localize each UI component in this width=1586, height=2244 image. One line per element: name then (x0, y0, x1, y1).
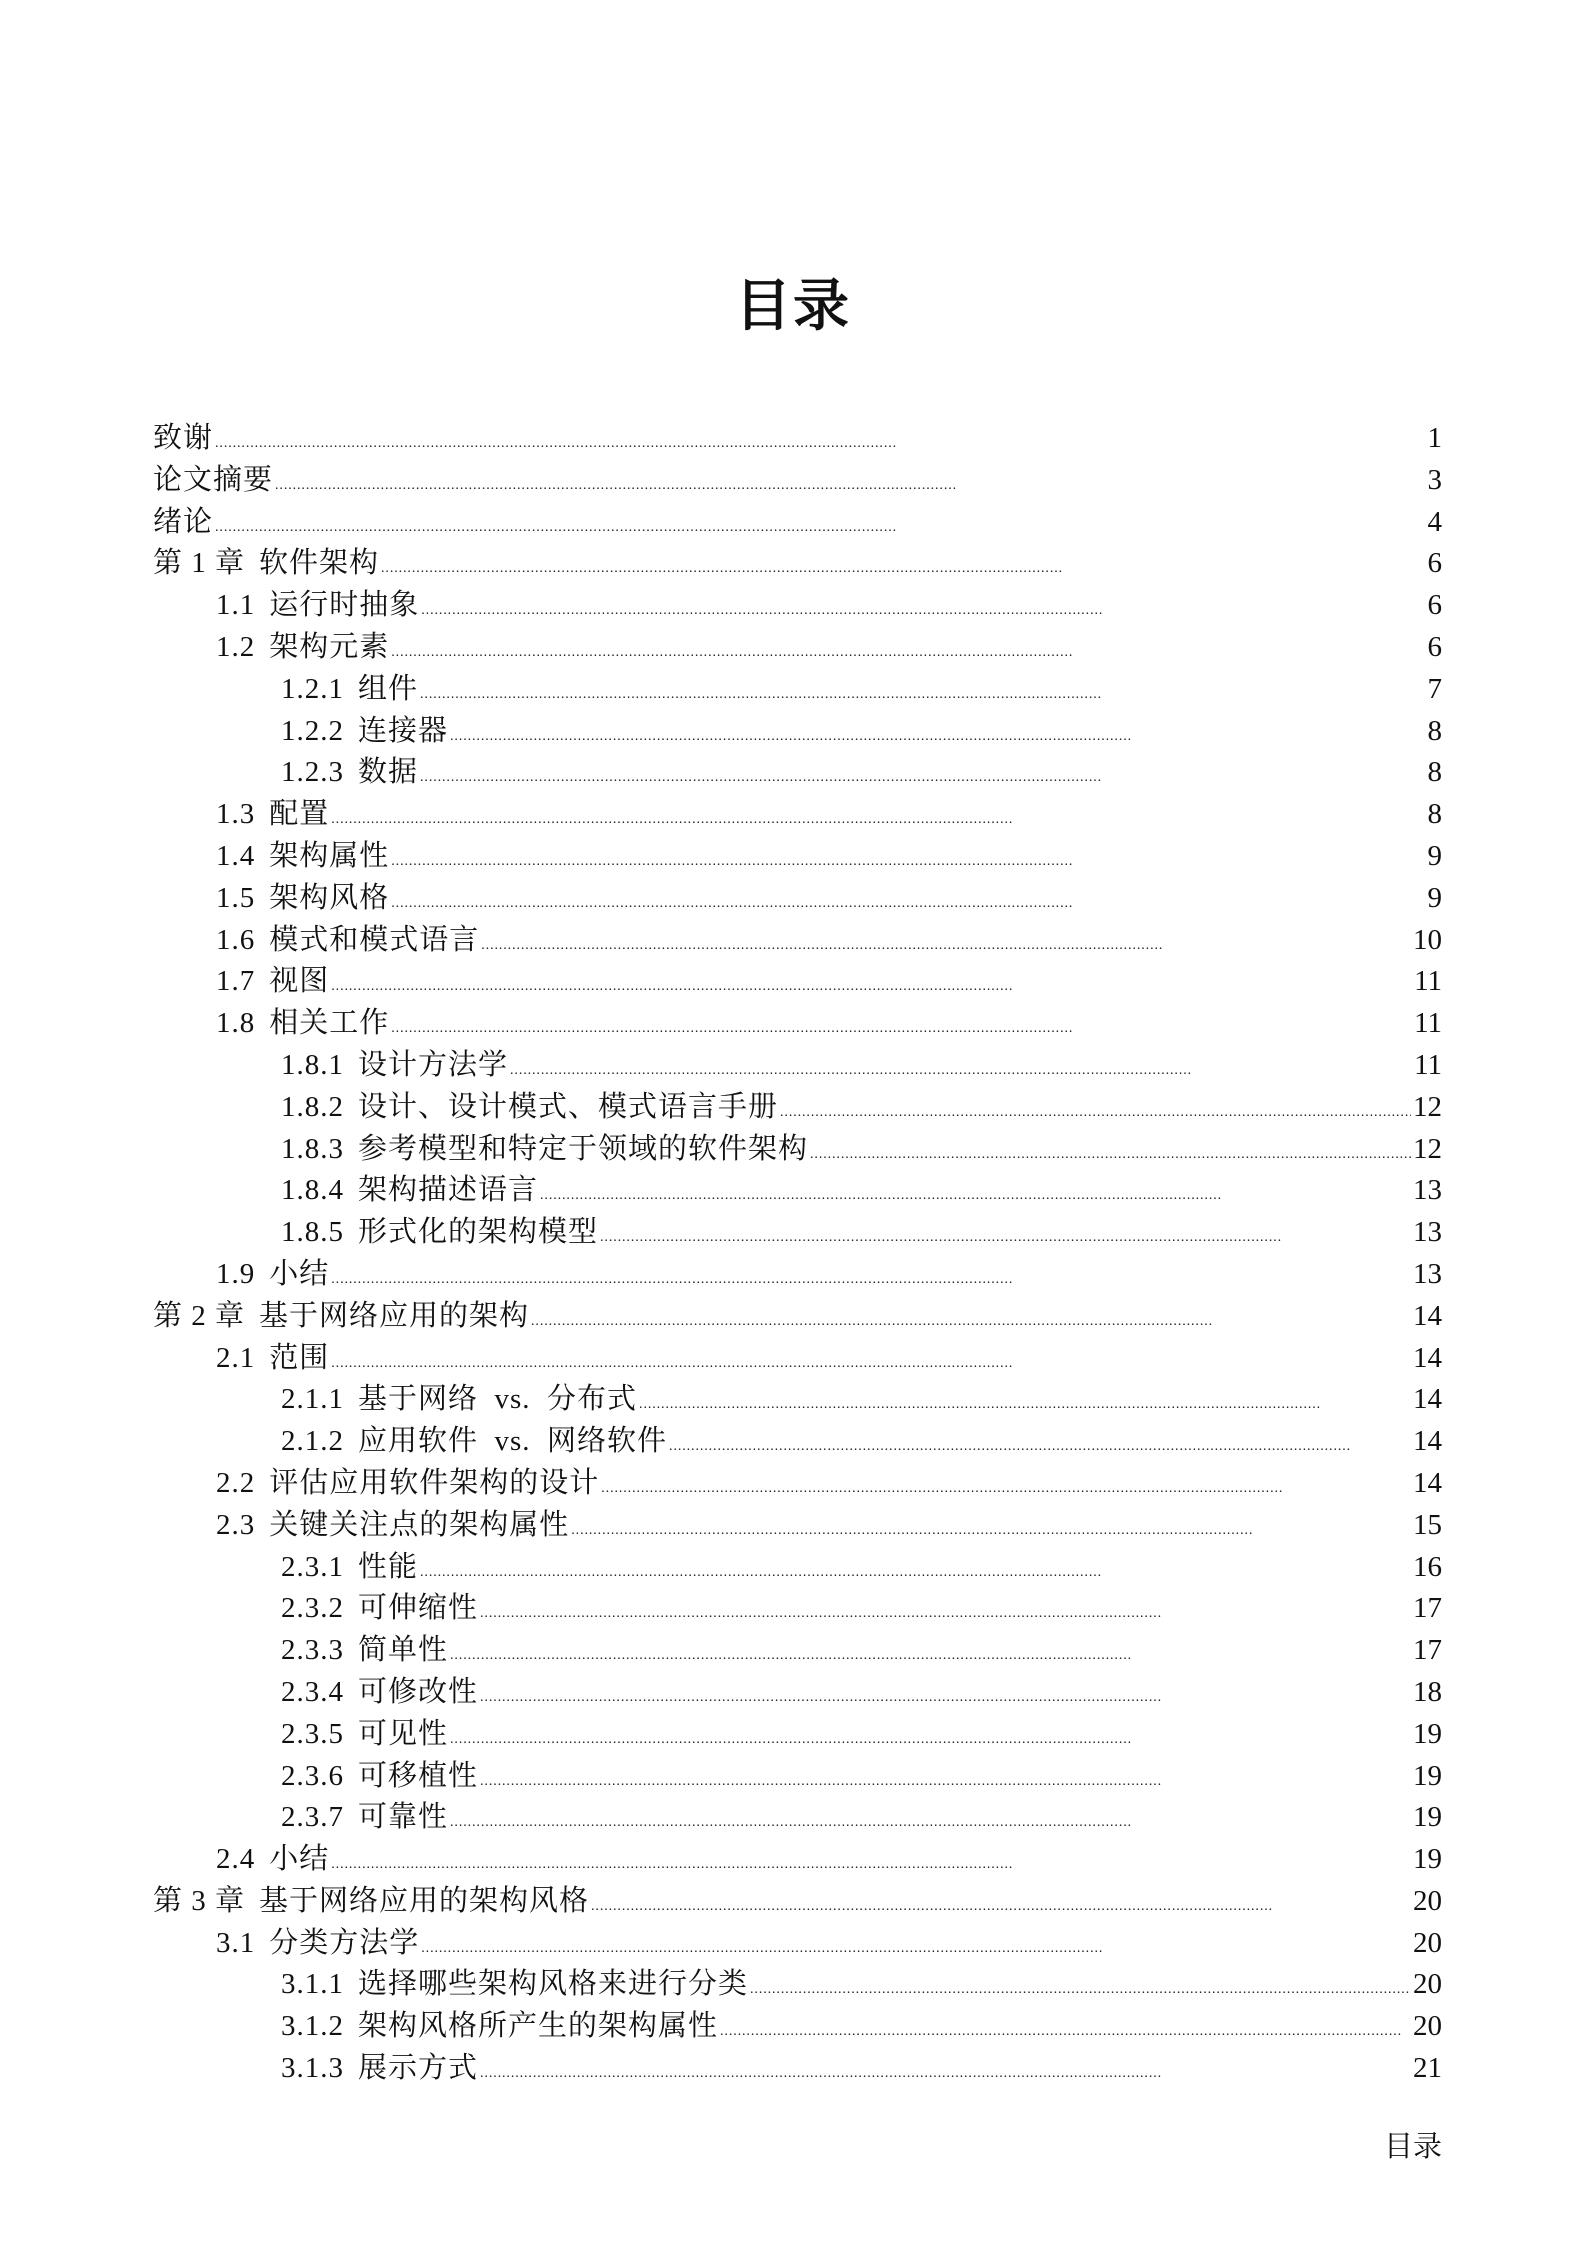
toc-entry[interactable] (153, 961, 1442, 1003)
toc-entry[interactable] (153, 1045, 1442, 1087)
toc-entry-label: 架构风格所产生的架构属性 (358, 2010, 719, 2043)
toc-entry-number: 1.8.5 (281, 1216, 344, 1249)
toc-entry-page: 14 (1413, 1341, 1442, 1374)
dot-leader (780, 1087, 1411, 1134)
toc-entry-label: 分类方法学 (269, 1926, 420, 1959)
toc-entry-number: 1.3 (216, 798, 256, 831)
toc-entry-number: 1.4 (216, 839, 256, 872)
toc-entry-page: 4 (1427, 505, 1442, 538)
toc-entry-page: 20 (1413, 1926, 1442, 1959)
toc-entry-page: 13 (1413, 1257, 1442, 1290)
toc-entry-number: 2.3.7 (281, 1801, 344, 1834)
dot-leader (275, 460, 1425, 507)
dot-leader (420, 669, 1425, 716)
toc-entry-number: 1.8.1 (281, 1048, 344, 1081)
dot-leader (450, 711, 1425, 758)
toc-entry-page: 10 (1413, 923, 1442, 956)
toc-entry[interactable] (153, 543, 1442, 585)
toc-entry-number: 1.2.3 (281, 756, 344, 789)
toc-entry-page: 9 (1427, 839, 1442, 872)
dot-leader (450, 1797, 1411, 1844)
toc-entry-label: 小结 (269, 1257, 330, 1290)
toc-entry-label: 配置 (269, 798, 330, 831)
toc-entry-number: 第 3 章 (153, 1884, 246, 1917)
toc-entry[interactable] (153, 627, 1442, 669)
toc-entry-number: 2.3.2 (281, 1592, 344, 1625)
toc-entry-number: 2.3.4 (281, 1675, 344, 1708)
dot-leader (540, 1170, 1411, 1217)
dot-leader (480, 1672, 1411, 1719)
toc-entry-number: 3.1.3 (281, 2052, 344, 2085)
toc-entry-number: 1.2.1 (281, 672, 344, 705)
toc-entry-label: 架构描述语言 (358, 1174, 539, 1207)
toc-entry-number: 2.2 (216, 1466, 256, 1499)
toc-entry-number: 2.1.2 (281, 1425, 344, 1458)
toc-entry-page: 15 (1413, 1508, 1442, 1541)
toc-entry[interactable] (153, 1672, 1442, 1714)
toc-entry-number: 2.3.6 (281, 1759, 344, 1792)
toc-entry-label: 可见性 (358, 1717, 449, 1750)
toc-entry[interactable] (153, 1087, 1442, 1129)
toc-entry-page: 19 (1413, 1717, 1442, 1750)
toc-entry-page: 17 (1413, 1634, 1442, 1667)
toc-entry[interactable] (153, 2048, 1442, 2090)
dot-leader (571, 1505, 1411, 1552)
toc-entry-label: 关键关注点的架构属性 (269, 1508, 570, 1541)
toc-entry[interactable] (153, 1379, 1442, 1421)
dot-leader (480, 1588, 1411, 1635)
toc-entry-label: 数据 (358, 756, 419, 789)
toc-entry-label: 范围 (269, 1341, 330, 1374)
toc-entry-number: 2.1.1 (281, 1383, 344, 1416)
toc-entry-label: 架构元素 (269, 630, 390, 663)
toc-entry-page: 19 (1413, 1843, 1442, 1876)
toc-entry-number: 1.8 (216, 1007, 256, 1040)
toc-entry-label: 架构属性 (269, 839, 390, 872)
dot-leader (600, 1212, 1411, 1259)
toc-entry-label: 设计方法学 (358, 1048, 509, 1081)
toc-entry-page: 19 (1413, 1801, 1442, 1834)
toc-entry-page: 14 (1413, 1425, 1442, 1458)
toc-entry-number: 1.8.3 (281, 1132, 344, 1165)
dot-leader (421, 1923, 1411, 1970)
toc-entry-label: 可伸缩性 (358, 1592, 479, 1625)
dot-leader (215, 418, 1425, 465)
toc-entry-label: 参考模型和特定于领域的软件架构 (358, 1132, 809, 1165)
toc-entry-number: 3.1.1 (281, 1968, 344, 2001)
toc-entry-label: 可靠性 (358, 1801, 449, 1834)
dot-leader (480, 1756, 1411, 1803)
dot-leader (591, 1881, 1411, 1928)
toc-entry-page: 1 (1427, 422, 1442, 454)
toc-entry-number: 1.6 (216, 923, 256, 956)
toc-entry-label: 基于网络 vs. 分布式 (358, 1383, 638, 1416)
dot-leader (669, 1421, 1411, 1468)
toc-entry[interactable] (153, 1421, 1442, 1463)
dot-leader (450, 1630, 1411, 1677)
dot-leader (750, 1964, 1411, 2011)
toc-entry[interactable] (153, 920, 1442, 962)
toc-entry-number: 1.8.2 (281, 1090, 344, 1123)
toc-entry[interactable] (153, 836, 1442, 878)
toc-entry[interactable] (153, 669, 1442, 711)
toc-entry-label: 绪论 (153, 505, 214, 538)
toc-entry-page: 20 (1413, 1968, 1442, 2001)
toc-entry-number: 2.3.3 (281, 1634, 344, 1667)
toc-entry-label: 评估应用软件架构的设计 (269, 1466, 600, 1499)
toc-entry-label: 简单性 (358, 1634, 449, 1667)
toc-entry-page: 11 (1414, 1048, 1442, 1081)
dot-leader (331, 1839, 1411, 1886)
toc-entry[interactable] (153, 752, 1442, 794)
dot-leader (810, 1129, 1411, 1176)
dot-leader (391, 836, 1425, 883)
toc-entry[interactable] (153, 460, 1442, 502)
toc-entry[interactable] (153, 1756, 1442, 1798)
toc-entry-page: 11 (1414, 965, 1442, 998)
toc-entry-page: 7 (1427, 672, 1442, 705)
toc-entry-label: 可修改性 (358, 1675, 479, 1708)
toc-entry-number: 3.1 (216, 1926, 256, 1959)
toc-entry[interactable] (153, 1296, 1442, 1338)
toc-entry[interactable] (153, 1923, 1442, 1965)
toc-entry-number: 2.3.5 (281, 1717, 344, 1750)
toc-entry-label: 致谢 (153, 422, 214, 454)
toc-entry[interactable] (153, 585, 1442, 627)
dot-leader (510, 1045, 1412, 1092)
toc-entry[interactable] (153, 418, 1442, 460)
table-of-contents (153, 418, 1442, 2090)
toc-entry-page: 17 (1413, 1592, 1442, 1625)
toc-entry-page: 13 (1413, 1174, 1442, 1207)
toc-entry-number: 1.2.2 (281, 714, 344, 747)
dot-leader (331, 794, 1425, 841)
toc-entry-label: 可移植性 (358, 1759, 479, 1792)
toc-entry[interactable] (153, 878, 1442, 920)
toc-entry-page: 18 (1413, 1675, 1442, 1708)
toc-entry-page: 16 (1413, 1550, 1442, 1583)
toc-entry-page: 6 (1427, 547, 1442, 580)
toc-entry-page: 20 (1413, 2010, 1442, 2043)
page-footer: 目录 (1383, 2131, 1442, 2163)
toc-entry-label: 基于网络应用的架构风格 (259, 1884, 590, 1917)
dot-leader (481, 920, 1411, 967)
toc-entry[interactable] (153, 1338, 1442, 1380)
dot-leader (450, 1714, 1411, 1761)
toc-entry-page: 14 (1413, 1466, 1442, 1499)
toc-entry[interactable] (153, 794, 1442, 836)
toc-entry[interactable] (153, 1964, 1442, 2006)
dot-leader (420, 1547, 1411, 1594)
toc-entry-label: 性能 (358, 1550, 419, 1583)
toc-entry[interactable] (153, 1129, 1442, 1171)
toc-entry-label: 视图 (269, 965, 330, 998)
dot-leader (331, 961, 1412, 1008)
dot-leader (391, 627, 1425, 674)
toc-entry[interactable] (153, 1797, 1442, 1839)
toc-entry[interactable] (153, 1212, 1442, 1254)
toc-entry-page: 20 (1413, 1884, 1442, 1917)
dot-leader (381, 543, 1425, 590)
toc-entry-page: 9 (1427, 881, 1442, 914)
dot-leader (480, 2048, 1411, 2095)
toc-entry-number: 1.5 (216, 881, 256, 914)
dot-leader (601, 1463, 1411, 1510)
toc-entry-number: 2.3.1 (281, 1550, 344, 1583)
page-title: 目录 (735, 276, 851, 338)
toc-entry[interactable] (153, 711, 1442, 753)
toc-entry-page: 12 (1413, 1132, 1442, 1165)
toc-entry[interactable] (153, 1254, 1442, 1296)
toc-entry-page: 6 (1427, 589, 1442, 622)
toc-entry-label: 形式化的架构模型 (358, 1216, 599, 1249)
toc-entry-page: 19 (1413, 1759, 1442, 1792)
toc-entry-label: 架构风格 (269, 881, 390, 914)
toc-entry-page: 11 (1414, 1007, 1442, 1040)
toc-entry[interactable] (153, 1839, 1442, 1881)
toc-entry-number: 1.2 (216, 630, 256, 663)
toc-entry-label: 展示方式 (358, 2052, 479, 2085)
dot-leader (391, 878, 1425, 925)
toc-entry-label: 选择哪些架构风格来进行分类 (358, 1968, 749, 2001)
toc-entry-page: 12 (1413, 1090, 1442, 1123)
toc-entry-number: 1.7 (216, 965, 256, 998)
toc-entry[interactable] (153, 1714, 1442, 1756)
toc-entry-label: 模式和模式语言 (269, 923, 480, 956)
toc-entry-number: 3.1.2 (281, 2010, 344, 2043)
toc-entry-number: 2.4 (216, 1843, 256, 1876)
toc-entry-page: 14 (1413, 1299, 1442, 1332)
toc-entry-number: 第 1 章 (153, 547, 246, 580)
toc-entry-label: 小结 (269, 1843, 330, 1876)
toc-entry-page: 6 (1427, 630, 1442, 663)
dot-leader (215, 502, 1425, 549)
toc-entry[interactable] (153, 1630, 1442, 1672)
dot-leader (639, 1379, 1411, 1426)
toc-entry-page: 3 (1427, 463, 1442, 496)
toc-entry-label: 运行时抽象 (269, 589, 420, 622)
toc-entry[interactable] (153, 502, 1442, 544)
toc-entry-page: 21 (1413, 2052, 1442, 2085)
toc-entry-label: 基于网络应用的架构 (259, 1299, 530, 1332)
dot-leader (331, 1254, 1411, 1301)
toc-entry-number: 1.8.4 (281, 1174, 344, 1207)
toc-entry[interactable] (153, 2006, 1442, 2048)
dot-leader (391, 1003, 1412, 1050)
toc-entry-number: 第 2 章 (153, 1299, 246, 1332)
toc-entry-number: 2.3 (216, 1508, 256, 1541)
toc-entry[interactable] (153, 1505, 1442, 1547)
toc-entry-label: 应用软件 vs. 网络软件 (358, 1425, 668, 1458)
toc-entry[interactable] (153, 1463, 1442, 1505)
dot-leader (720, 2006, 1411, 2053)
dot-leader (420, 752, 1425, 799)
toc-entry-page: 8 (1427, 714, 1442, 747)
toc-entry[interactable] (153, 1547, 1442, 1589)
dot-leader (421, 585, 1425, 632)
dot-leader (331, 1338, 1411, 1385)
toc-entry[interactable] (153, 1588, 1442, 1630)
toc-entry[interactable] (153, 1170, 1442, 1212)
toc-entry-page: 13 (1413, 1216, 1442, 1249)
toc-entry-label: 相关工作 (269, 1007, 390, 1040)
toc-entry-label: 论文摘要 (153, 463, 274, 496)
toc-entry-label: 组件 (358, 672, 419, 705)
toc-entry-page: 8 (1427, 756, 1442, 789)
toc-entry-number: 1.9 (216, 1257, 256, 1290)
toc-entry-number: 2.1 (216, 1341, 256, 1374)
toc-entry-label: 连接器 (358, 714, 449, 747)
toc-entry[interactable] (153, 1003, 1442, 1045)
toc-entry[interactable] (153, 1881, 1442, 1923)
toc-entry-number: 1.1 (216, 589, 256, 622)
toc-entry-page: 14 (1413, 1383, 1442, 1416)
toc-entry-page: 8 (1427, 798, 1442, 831)
dot-leader (531, 1296, 1411, 1343)
toc-entry-label: 设计、设计模式、模式语言手册 (358, 1090, 779, 1123)
toc-entry-label: 软件架构 (259, 547, 380, 580)
